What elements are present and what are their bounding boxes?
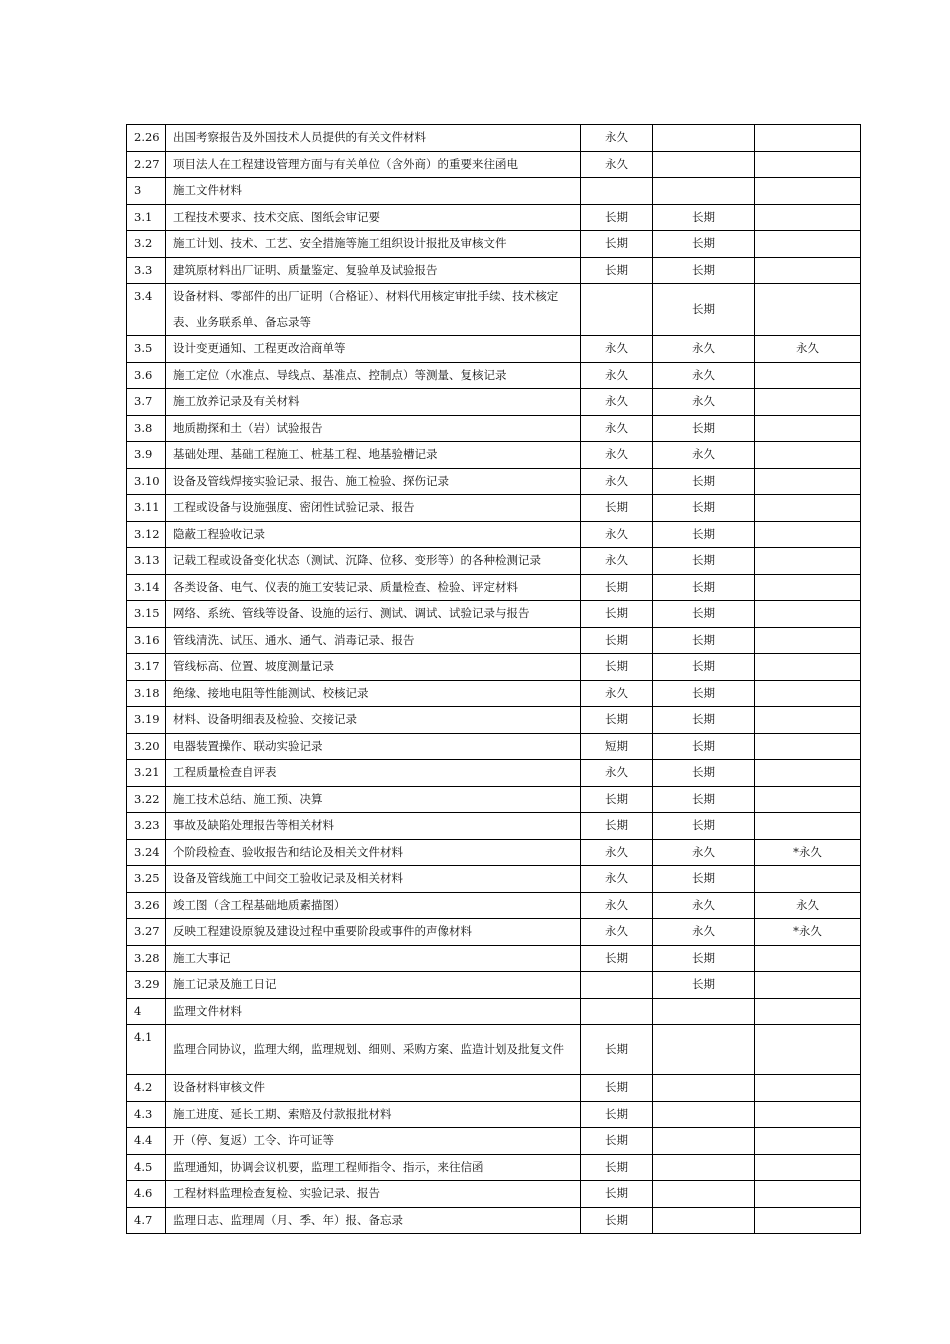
retention-col-2-cell: 长期: [653, 601, 755, 628]
table-row: [127, 892, 861, 919]
retention-col-1-cell: 永久: [581, 468, 653, 495]
item-name-cell: 施工计划、技术、工艺、安全措施等施工组织设计报批及审核文件: [166, 231, 581, 258]
item-name-cell: 设备及管线焊接实验记录、报告、施工检验、探伤记录: [166, 468, 581, 495]
retention-col-2-cell: 长期: [653, 521, 755, 548]
item-name-cell: 设计变更通知、工程更改洽商单等: [166, 336, 581, 363]
item-name-cell: 基础处理、基础工程施工、桩基工程、地基验槽记录: [166, 442, 581, 469]
table-row: [127, 654, 861, 681]
table-row: [127, 548, 861, 575]
table-row: [127, 574, 861, 601]
retention-col-2-cell: [653, 1025, 755, 1075]
item-number-cell: 3.13: [127, 548, 166, 575]
item-name-cell: 工程技术要求、技术交底、图纸会审记要: [166, 204, 581, 231]
item-number-cell: 3.28: [127, 945, 166, 972]
retention-col-1-cell: 永久: [581, 442, 653, 469]
table-row: [127, 1128, 861, 1155]
retention-col-2-cell: 长期: [653, 786, 755, 813]
retention-col-3-cell: [755, 786, 861, 813]
retention-col-1-cell: 长期: [581, 945, 653, 972]
item-name-cell: 绝缘、接地电阻等性能测试、校核记录: [166, 680, 581, 707]
retention-col-3-cell: [755, 813, 861, 840]
table-row: [127, 521, 861, 548]
retention-col-1-cell: 长期: [581, 1181, 653, 1208]
retention-col-3-cell: [755, 1025, 861, 1075]
item-name-cell: 施工放养记录及有关材料: [166, 389, 581, 416]
item-number-cell: 4.1: [127, 1025, 166, 1075]
retention-col-3-cell: [755, 1181, 861, 1208]
item-number-cell: 3.12: [127, 521, 166, 548]
table-row: [127, 151, 861, 178]
retention-col-2-cell: [653, 178, 755, 205]
retention-col-3-cell: [755, 257, 861, 284]
item-name-cell: 工程材料监理检查复检、实验记录、报告: [166, 1181, 581, 1208]
item-name-cell: 设备及管线施工中间交工验收记录及相关材料: [166, 866, 581, 893]
retention-col-2-cell: [653, 1154, 755, 1181]
item-number-cell: 3.11: [127, 495, 166, 522]
retention-col-3-cell: [755, 1154, 861, 1181]
retention-col-2-cell: 长期: [653, 231, 755, 258]
retention-col-2-cell: 长期: [653, 627, 755, 654]
item-number-cell: 4.5: [127, 1154, 166, 1181]
table-row: [127, 442, 861, 469]
retention-col-1-cell: 长期: [581, 1154, 653, 1181]
table-row: [127, 231, 861, 258]
table-row: [127, 680, 861, 707]
retention-col-2-cell: [653, 1075, 755, 1102]
retention-col-3-cell: [755, 1101, 861, 1128]
table-row: [127, 284, 861, 336]
retention-col-1-cell: 长期: [581, 495, 653, 522]
item-name-cell: 电器装置操作、联动实验记录: [166, 733, 581, 760]
table-row: [127, 178, 861, 205]
retention-col-2-cell: 长期: [653, 707, 755, 734]
item-number-cell: 3.29: [127, 972, 166, 999]
retention-col-1-cell: 长期: [581, 1075, 653, 1102]
retention-col-2-cell: 永久: [653, 442, 755, 469]
retention-col-2-cell: 永久: [653, 919, 755, 946]
retention-col-2-cell: [653, 1181, 755, 1208]
table-row: [127, 389, 861, 416]
retention-col-1-cell: [581, 972, 653, 999]
table-row: [127, 1154, 861, 1181]
table-row: [127, 839, 861, 866]
item-number-cell: 2.26: [127, 125, 166, 152]
retention-col-3-cell: [755, 998, 861, 1025]
item-name-cell: 施工定位（水准点、导线点、基准点、控制点）等测量、复核记录: [166, 362, 581, 389]
retention-col-3-cell: [755, 866, 861, 893]
item-name-cell: 反映工程建设原貌及建设过程中重要阶段或事件的声像材料: [166, 919, 581, 946]
item-number-cell: 4.6: [127, 1181, 166, 1208]
table-row: [127, 1101, 861, 1128]
item-number-cell: 4.4: [127, 1128, 166, 1155]
item-name-cell: 地质勘探和土（岩）试验报告: [166, 415, 581, 442]
item-name-cell: 个阶段检查、验收报告和结论及相关文件材料: [166, 839, 581, 866]
retention-col-2-cell: [653, 1101, 755, 1128]
retention-col-2-cell: 长期: [653, 866, 755, 893]
retention-col-3-cell: [755, 1207, 861, 1234]
retention-col-2-cell: 长期: [653, 680, 755, 707]
item-number-cell: 3.20: [127, 733, 166, 760]
table-row: [127, 919, 861, 946]
table-row: [127, 786, 861, 813]
item-number-cell: 3.14: [127, 574, 166, 601]
retention-col-3-cell: [755, 1128, 861, 1155]
item-number-cell: 3.2: [127, 231, 166, 258]
item-name-cell: 建筑原材料出厂证明、质量鉴定、复验单及试验报告: [166, 257, 581, 284]
retention-col-3-cell: [755, 601, 861, 628]
retention-col-2-cell: 长期: [653, 733, 755, 760]
table-row: [127, 972, 861, 999]
item-number-cell: 2.27: [127, 151, 166, 178]
retention-col-3-cell: [755, 521, 861, 548]
retention-col-2-cell: 永久: [653, 839, 755, 866]
item-name-cell: 施工文件材料: [166, 178, 581, 205]
retention-col-3-cell: [755, 204, 861, 231]
retention-col-2-cell: 永久: [653, 362, 755, 389]
retention-col-1-cell: 长期: [581, 1128, 653, 1155]
retention-col-1-cell: 永久: [581, 680, 653, 707]
table-row: [127, 760, 861, 787]
retention-col-2-cell: [653, 125, 755, 152]
item-number-cell: 3.19: [127, 707, 166, 734]
retention-col-3-cell: [755, 574, 861, 601]
retention-col-1-cell: 永久: [581, 336, 653, 363]
item-number-cell: 3.9: [127, 442, 166, 469]
retention-col-2-cell: 永久: [653, 389, 755, 416]
retention-col-2-cell: 长期: [653, 468, 755, 495]
retention-col-3-cell: [755, 680, 861, 707]
retention-col-1-cell: 永久: [581, 548, 653, 575]
item-name-cell: 管线清洗、试压、通水、通气、消毒记录、报告: [166, 627, 581, 654]
table-row: [127, 813, 861, 840]
retention-col-3-cell: [755, 733, 861, 760]
retention-col-3-cell: [755, 442, 861, 469]
item-number-cell: 3.27: [127, 919, 166, 946]
retention-col-2-cell: [653, 998, 755, 1025]
retention-col-1-cell: 长期: [581, 204, 653, 231]
retention-col-3-cell: *永久: [755, 919, 861, 946]
item-name-cell: 隐蔽工程验收记录: [166, 521, 581, 548]
table-row: [127, 257, 861, 284]
item-name-cell: 施工记录及施工日记: [166, 972, 581, 999]
item-number-cell: 3.26: [127, 892, 166, 919]
item-name-cell: 出国考察报告及外国技术人员提供的有关文件材料: [166, 125, 581, 152]
retention-col-3-cell: [755, 627, 861, 654]
retention-col-1-cell: 长期: [581, 1207, 653, 1234]
table-row: [127, 1207, 861, 1234]
table-row: [127, 998, 861, 1025]
retention-col-3-cell: [755, 389, 861, 416]
item-number-cell: 3.8: [127, 415, 166, 442]
item-name-cell: 工程质量检查自评表: [166, 760, 581, 787]
item-number-cell: 3.21: [127, 760, 166, 787]
item-number-cell: 3.17: [127, 654, 166, 681]
table-row: [127, 1025, 861, 1075]
item-name-cell: 工程或设备与设施强度、密闭性试验记录、报告: [166, 495, 581, 522]
retention-col-1-cell: 永久: [581, 389, 653, 416]
retention-col-1-cell: 长期: [581, 231, 653, 258]
retention-col-3-cell: [755, 415, 861, 442]
table-row: [127, 415, 861, 442]
retention-col-2-cell: 永久: [653, 336, 755, 363]
retention-col-1-cell: 永久: [581, 760, 653, 787]
retention-col-1-cell: [581, 998, 653, 1025]
item-number-cell: 4.7: [127, 1207, 166, 1234]
table-row: [127, 495, 861, 522]
item-number-cell: 3.4: [127, 284, 166, 336]
item-name-cell: 设备材料审核文件: [166, 1075, 581, 1102]
item-number-cell: 4.3: [127, 1101, 166, 1128]
retention-col-3-cell: [755, 362, 861, 389]
item-name-cell: 网络、系统、管线等设备、设施的运行、测试、调试、试验记录与报告: [166, 601, 581, 628]
item-number-cell: 3.24: [127, 839, 166, 866]
retention-col-2-cell: [653, 151, 755, 178]
retention-col-1-cell: 永久: [581, 362, 653, 389]
item-name-cell: 施工大事记: [166, 945, 581, 972]
retention-col-2-cell: [653, 1128, 755, 1155]
retention-col-3-cell: [755, 1075, 861, 1102]
retention-col-2-cell: 永久: [653, 892, 755, 919]
retention-col-1-cell: 长期: [581, 786, 653, 813]
table-row: [127, 627, 861, 654]
retention-col-1-cell: 长期: [581, 574, 653, 601]
retention-col-3-cell: 永久: [755, 892, 861, 919]
retention-col-3-cell: [755, 178, 861, 205]
item-name-cell: 事故及缺陷处理报告等相关材料: [166, 813, 581, 840]
retention-col-1-cell: 永久: [581, 415, 653, 442]
item-number-cell: 3.18: [127, 680, 166, 707]
retention-col-2-cell: 长期: [653, 284, 755, 336]
retention-col-2-cell: 长期: [653, 415, 755, 442]
retention-col-3-cell: *永久: [755, 839, 861, 866]
table-row: [127, 707, 861, 734]
retention-col-2-cell: 长期: [653, 257, 755, 284]
table-row: [127, 601, 861, 628]
retention-col-1-cell: 长期: [581, 1101, 653, 1128]
item-number-cell: 3.10: [127, 468, 166, 495]
item-name-cell: 各类设备、电气、仪表的施工安装记录、质量检查、检验、评定材料: [166, 574, 581, 601]
table-row: [127, 945, 861, 972]
retention-col-1-cell: 长期: [581, 627, 653, 654]
retention-col-3-cell: [755, 654, 861, 681]
retention-col-1-cell: 长期: [581, 601, 653, 628]
retention-col-3-cell: [755, 284, 861, 336]
retention-col-1-cell: 永久: [581, 125, 653, 152]
table-row: [127, 1181, 861, 1208]
item-name-cell: 记载工程或设备变化状态（测试、沉降、位移、变形等）的各种检测记录: [166, 548, 581, 575]
item-number-cell: 3.6: [127, 362, 166, 389]
item-name-cell: 监理文件材料: [166, 998, 581, 1025]
retention-col-3-cell: [755, 548, 861, 575]
item-number-cell: 3: [127, 178, 166, 205]
table-body: [127, 125, 861, 1234]
item-number-cell: 3.15: [127, 601, 166, 628]
item-number-cell: 3.7: [127, 389, 166, 416]
item-number-cell: 3.22: [127, 786, 166, 813]
retention-col-2-cell: 长期: [653, 760, 755, 787]
retention-col-1-cell: [581, 178, 653, 205]
retention-col-2-cell: 长期: [653, 495, 755, 522]
retention-col-2-cell: 长期: [653, 654, 755, 681]
item-name-cell: 项目法人在工程建设管理方面与有关单位（含外商）的重要来往函电: [166, 151, 581, 178]
item-name-cell: 管线标高、位置、坡度测量记录: [166, 654, 581, 681]
item-number-cell: 4.2: [127, 1075, 166, 1102]
item-number-cell: 4: [127, 998, 166, 1025]
retention-col-2-cell: 长期: [653, 972, 755, 999]
table-row: [127, 468, 861, 495]
retention-col-1-cell: 永久: [581, 892, 653, 919]
retention-col-1-cell: 永久: [581, 839, 653, 866]
retention-col-3-cell: [755, 151, 861, 178]
retention-col-3-cell: [755, 972, 861, 999]
table-row: [127, 733, 861, 760]
item-name-cell: 施工进度、延长工期、索赔及付款报批材料: [166, 1101, 581, 1128]
item-number-cell: 3.3: [127, 257, 166, 284]
retention-col-2-cell: 长期: [653, 204, 755, 231]
item-number-cell: 3.5: [127, 336, 166, 363]
item-number-cell: 3.1: [127, 204, 166, 231]
table-row: [127, 336, 861, 363]
retention-col-1-cell: 永久: [581, 866, 653, 893]
item-name-cell: 监理合同协议，监理大纲，监理规划、细则、采购方案、监造计划及批复文件: [166, 1025, 581, 1075]
retention-col-3-cell: [755, 707, 861, 734]
retention-col-1-cell: 长期: [581, 257, 653, 284]
retention-col-3-cell: [755, 468, 861, 495]
item-name-cell: 开（停、复返）工令、许可证等: [166, 1128, 581, 1155]
retention-col-2-cell: 长期: [653, 813, 755, 840]
item-number-cell: 3.23: [127, 813, 166, 840]
item-number-cell: 3.25: [127, 866, 166, 893]
records-retention-table: [126, 124, 861, 1234]
item-name-cell: 设备材料、零部件的出厂证明（合格证）、材料代用核定审批手续、技术核定表、业务联系单、备忘录等: [166, 284, 581, 336]
retention-col-1-cell: 长期: [581, 813, 653, 840]
retention-col-1-cell: 短期: [581, 733, 653, 760]
retention-col-1-cell: 永久: [581, 919, 653, 946]
retention-col-1-cell: 永久: [581, 521, 653, 548]
retention-col-1-cell: 永久: [581, 151, 653, 178]
retention-col-2-cell: [653, 1207, 755, 1234]
retention-col-3-cell: 永久: [755, 336, 861, 363]
retention-col-1-cell: 长期: [581, 654, 653, 681]
retention-col-3-cell: [755, 760, 861, 787]
retention-col-2-cell: 长期: [653, 574, 755, 601]
retention-col-1-cell: 长期: [581, 707, 653, 734]
retention-col-3-cell: [755, 231, 861, 258]
item-name-cell: 监理日志、监理周（月、季、年）报、备忘录: [166, 1207, 581, 1234]
table-row: [127, 1075, 861, 1102]
table-row: [127, 362, 861, 389]
table-row: [127, 125, 861, 152]
retention-col-2-cell: 长期: [653, 548, 755, 575]
item-name-cell: 竣工图（含工程基础地质素描图）: [166, 892, 581, 919]
item-name-cell: 材料、设备明细表及检验、交接记录: [166, 707, 581, 734]
retention-col-1-cell: 长期: [581, 1025, 653, 1075]
retention-col-1-cell: [581, 284, 653, 336]
table-row: [127, 866, 861, 893]
retention-col-3-cell: [755, 495, 861, 522]
item-name-cell: 施工技术总结、施工预、决算: [166, 786, 581, 813]
item-name-cell: 监理通知，协调会议机要，监理工程师指令、指示，来往信函: [166, 1154, 581, 1181]
retention-col-3-cell: [755, 125, 861, 152]
retention-col-2-cell: 长期: [653, 945, 755, 972]
table-row: [127, 204, 861, 231]
retention-col-3-cell: [755, 945, 861, 972]
item-number-cell: 3.16: [127, 627, 166, 654]
